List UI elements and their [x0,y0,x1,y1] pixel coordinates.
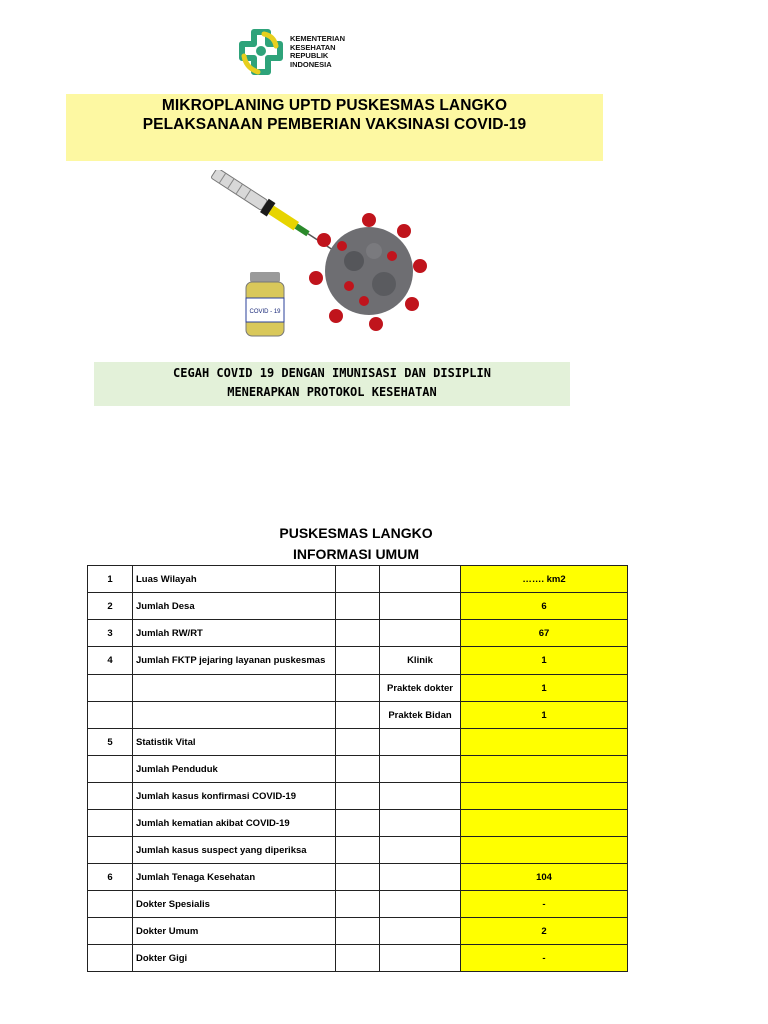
blank-cell [336,756,380,783]
row-value [461,837,628,864]
blank-cell [336,945,380,972]
row-label: Jumlah RW/RT [133,620,336,647]
row-sublabel [380,593,461,620]
table-row [88,620,628,647]
row-value: - [461,945,628,972]
slogan-line1: CEGAH COVID 19 DENGAN IMUNISASI DAN DISIPLIN [173,366,491,380]
section-title: PUSKESMAS LANGKO [279,525,433,541]
table-row [88,593,628,620]
row-label: Jumlah FKTP jejaring layanan puskesmas [133,647,336,675]
row-value: 104 [461,864,628,891]
row-number [88,810,133,837]
title-banner [66,94,603,161]
table-row [88,945,628,972]
row-number [88,675,133,702]
slogan-banner [94,362,570,406]
row-label [133,702,336,729]
row-number: 4 [88,647,133,675]
table-row [88,675,628,702]
row-sublabel: Praktek Bidan [380,702,461,729]
row-sublabel: Klinik [380,647,461,675]
ministry-emblem-icon [234,28,288,80]
row-sublabel [380,864,461,891]
table-row [88,810,628,837]
row-label: Jumlah Penduduk [133,756,336,783]
table-row [88,729,628,756]
blank-cell [336,675,380,702]
row-sublabel [380,620,461,647]
row-number [88,891,133,918]
ministry-logo [234,28,364,80]
vaccine-illustration [196,170,436,340]
row-sublabel [380,810,461,837]
table-row [88,918,628,945]
blank-cell [336,837,380,864]
row-label: Jumlah kematian akibat COVID-19 [133,810,336,837]
row-value: 6 [461,593,628,620]
row-sublabel [380,945,461,972]
row-value [461,810,628,837]
blank-cell [336,918,380,945]
row-value: 1 [461,675,628,702]
slogan-line2: MENERAPKAN PROTOKOL KESEHATAN [227,385,437,399]
row-number: 3 [88,620,133,647]
row-sublabel: Praktek dokter [380,675,461,702]
blank-cell [336,620,380,647]
ministry-name: KEMENTERIAN KESEHATAN REPUBLIK INDONESIA [290,34,346,69]
row-value: 67 [461,620,628,647]
table-row [88,783,628,810]
page-title-line1: MIKROPLANING UPTD PUSKESMAS LANGKO [161,97,508,114]
blank-cell [336,891,380,918]
row-label: Jumlah kasus suspect yang diperiksa [133,837,336,864]
row-number: 5 [88,729,133,756]
row-value: ……. km2 [461,566,628,593]
table-row [88,864,628,891]
table-row [88,702,628,729]
blank-cell [336,864,380,891]
row-sublabel [380,837,461,864]
row-label: Jumlah Desa [133,593,336,620]
row-label: Jumlah Tenaga Kesehatan [133,864,336,891]
row-number [88,783,133,810]
row-label: Luas Wilayah [133,566,336,593]
row-number: 2 [88,593,133,620]
blank-cell [336,729,380,756]
row-number [88,945,133,972]
blank-cell [336,566,380,593]
row-value [461,756,628,783]
row-label: Dokter Spesialis [133,891,336,918]
row-sublabel [380,783,461,810]
svg-text:COVID - 19: COVID - 19 [249,309,281,315]
row-value [461,783,628,810]
row-number [88,837,133,864]
row-label: Jumlah kasus konfirmasi COVID-19 [133,783,336,810]
table-row [88,566,628,593]
row-value: 1 [461,647,628,675]
row-label: Statistik Vital [133,729,336,756]
row-value: - [461,891,628,918]
vaccine-vial-icon [240,270,300,340]
table-row [88,891,628,918]
blank-cell [336,702,380,729]
row-label: Dokter Gigi [133,945,336,972]
row-label [133,675,336,702]
row-sublabel [380,891,461,918]
row-value [461,729,628,756]
blank-cell [336,593,380,620]
row-sublabel [380,729,461,756]
row-value: 1 [461,702,628,729]
row-sublabel [380,918,461,945]
info-table [87,565,628,972]
row-number: 6 [88,864,133,891]
row-number [88,756,133,783]
page-title-line2: PELAKSANAAN PEMBERIAN VAKSINASI COVID-19 [142,116,527,133]
table-row [88,756,628,783]
blank-cell [336,810,380,837]
table-row [88,837,628,864]
row-value: 2 [461,918,628,945]
row-number [88,702,133,729]
row-number: 1 [88,566,133,593]
table-row [88,647,628,675]
row-number [88,918,133,945]
section-subtitle: INFORMASI UMUM [293,546,419,562]
row-sublabel [380,566,461,593]
row-label: Dokter Umum [133,918,336,945]
blank-cell [336,783,380,810]
row-sublabel [380,756,461,783]
blank-cell [336,647,380,675]
coronavirus-icon [304,206,434,336]
